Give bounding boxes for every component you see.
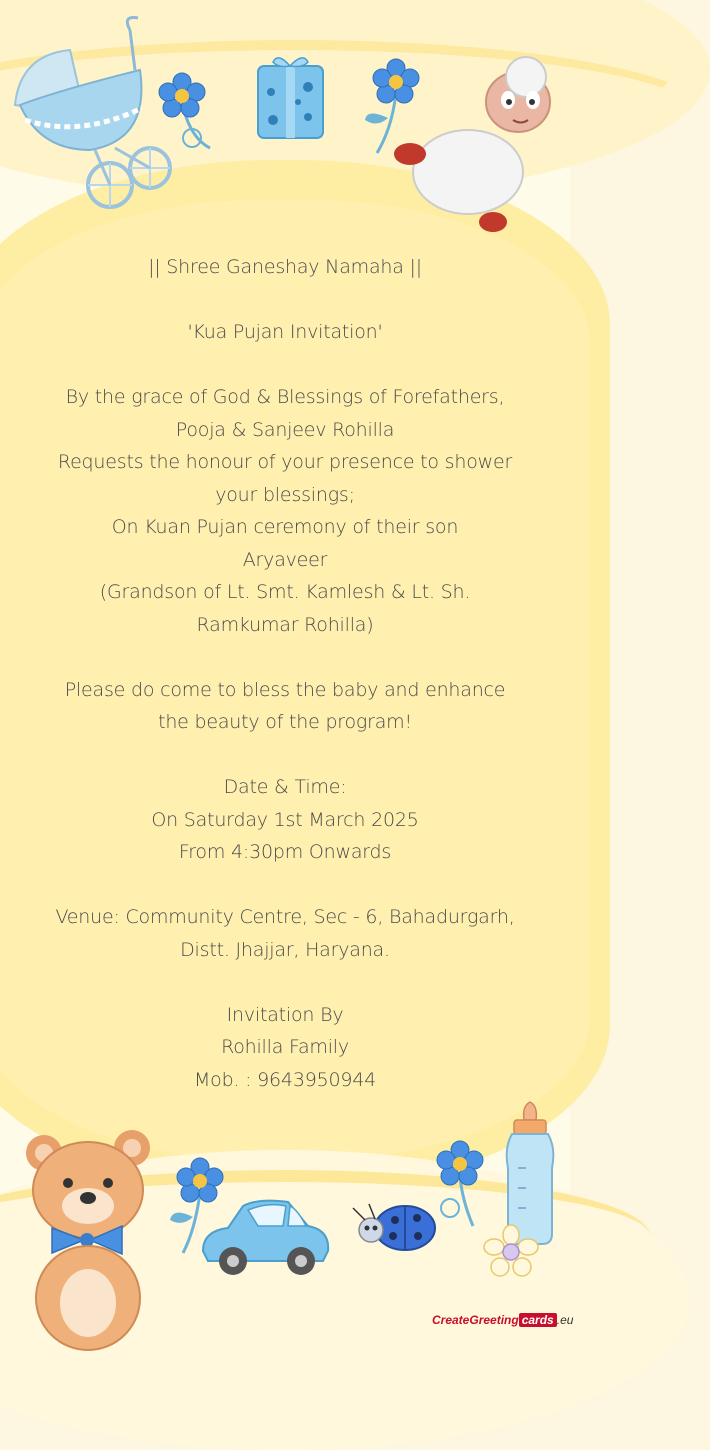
invitation-line [20, 641, 550, 674]
brand-watermark [432, 1313, 574, 1337]
invitation-line: Mob. : 9643950944 [193, 1068, 377, 1091]
teddy-bear-icon [22, 1128, 172, 1344]
invitation-line: Ramkumar Rohilla) [196, 613, 374, 636]
invitation-line: Pooja & Sanjeev Rohilla [175, 418, 395, 441]
invitation-line: 'Kua Pujan Invitation' [187, 321, 383, 343]
invitation-line [20, 739, 550, 772]
invitation-line [20, 966, 550, 999]
brand-watermark-part2: cards [519, 1313, 557, 1327]
invitation-line: By the grace of God & Blessings of Forefathers, [65, 386, 505, 408]
flower-icon [428, 1140, 493, 1230]
brand-watermark-part3: .eu [556, 1313, 574, 1327]
invitation-line: your blessings; [215, 483, 355, 506]
invitation-line: (Grandson of Lt. Smt. Kamlesh & Lt. Sh. [99, 581, 471, 603]
invitation-line: On Kuan Pujan ceremony of their son [111, 516, 459, 538]
invitation-line: On Saturday 1st March 2025 [151, 808, 419, 831]
flower-icon [150, 68, 220, 158]
invitation-line: Invitation By [226, 1003, 344, 1026]
brand-watermark-part1: CreateGreeting [432, 1313, 519, 1327]
invitation-line: Venue: Community Centre, Sec - 6, Bahadurgarh, [55, 906, 515, 928]
gift-box-icon [253, 52, 328, 142]
invitation-line [20, 869, 550, 902]
invitation-line [20, 284, 550, 317]
invitation-line: Aryaveer [242, 548, 328, 571]
invitation-line: Rohilla Family [221, 1036, 349, 1058]
sheep-toy-icon [388, 62, 568, 240]
invitation-text [20, 251, 550, 1096]
invitation-line: || Shree Ganeshay Namaha || [148, 256, 422, 278]
invitation-line: Distt. Jhajjar, Haryana. [180, 938, 390, 961]
invitation-line: Date & Time: [223, 776, 347, 798]
daisy-icon [484, 1225, 539, 1280]
invitation-line: Please do come to bless the baby and enhance [64, 678, 506, 701]
invitation-line: Requests the honour of your presence to shower [57, 451, 513, 473]
invitation-line: From 4:30pm Onwards [178, 841, 392, 863]
invitation-line [20, 349, 550, 382]
ladybug-icon [345, 1200, 440, 1255]
toy-car-icon [198, 1196, 333, 1281]
invitation-line: the beauty of the program! [158, 711, 412, 733]
